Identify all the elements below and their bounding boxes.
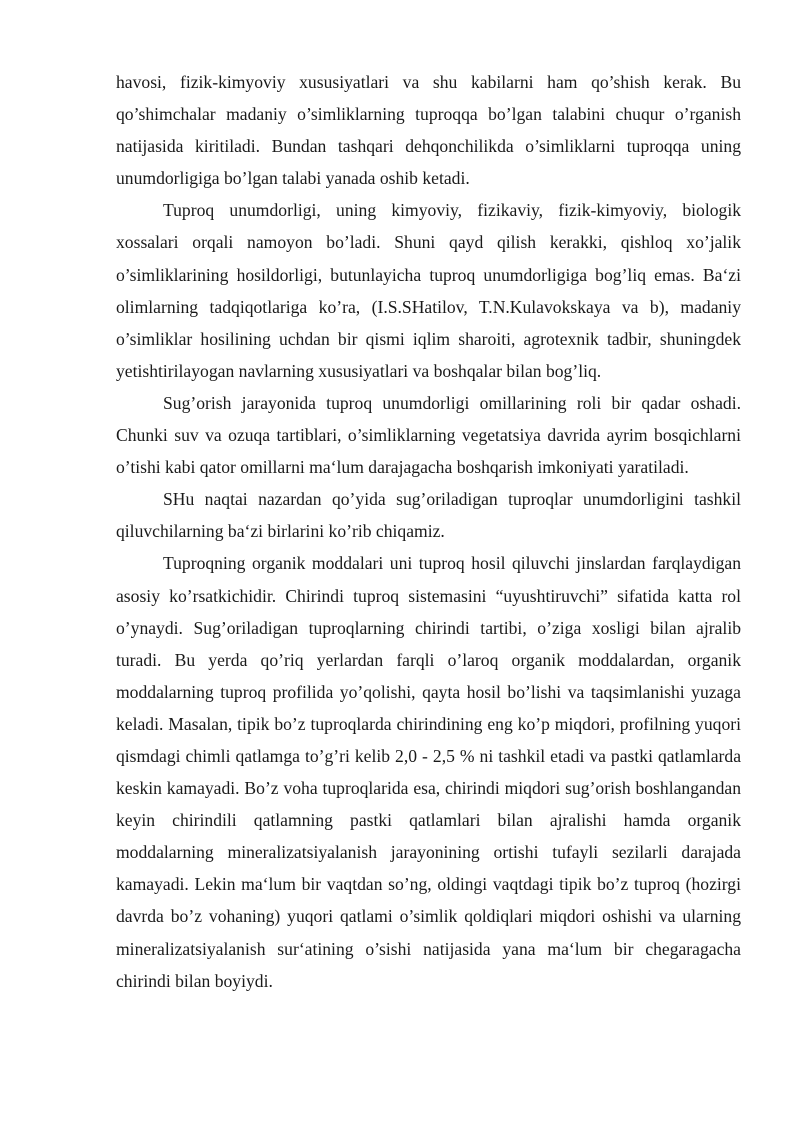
paragraph-continuation: havosi, fizik-kimyoviy xususiyatlari va shu kabilarni ham qo’shish kerak. Bu qo’shimchalar madaniy o’simliklarning tuproqqa bo’lgan talabini chuqur o’rganish natijasida kiritiladi. Bundan tashqari dehqonchilikda o’simliklarni tuproqqa uning unumdorligiga bo’lgan talabi yanada oshib ketadi. (116, 72, 741, 189)
document-page (116, 66, 741, 997)
paragraph-soil-fertility: Tuproq unumdorligi, uning kimyoviy, fizikaviy, fizik-kimyoviy, biologik xossalari orqali namoyon bo’ladi. Shuni qayd qilish kerakki, qishloq xo’jalik o’simliklarining hosildorligi, butunlayicha tuproq unumdorligiga bog’liq emas. Ba‘zi olimlarning tadqiqotlariga ko’ra, (I.S.SHatilov, T.N.Kulavokskaya va b), madaniy o’simliklar hosilining uchdan bir qismi iqlim sharoiti, agrotexnik tadbir, shuningdek yetishtirilayogan navlarning xususiyatlari va boshqalar bilan bog’liq. (116, 200, 741, 381)
paragraph-organic-matter: Tuproqning organik moddalari uni tuproq hosil qiluvchi jinslardan farqlaydigan asosiy ko’rsatkichidir. Chirindi tuproq sistemasini “uyushtiruvchi” sifatida katta rol o’ynaydi. Sug’oriladigan tuproqlarning chirindi tartibi, o’ziga xosligi bilan ajralib turadi. Bu yerda qo’riq yerlardan farqli o’laroq organik moddalardan, organik moddalarning tuproq profilida yo’qolishi, qayta hosil bo’lishi va taqsimlanishi yuzaga keladi. Masalan, tipik bo’z tuproqlarda chirindining eng ko’p miqdori, profilning yuqori qismdagi chimli qatlamga to’g’ri kelib 2,0 - 2,5 % ni tashkil etadi va pastki qatlamlarda keskin kamayadi. Bo’z voha tuproqlarida esa, chirindi miqdori sug’orish boshlangandan keyin chirindili qatlamning pastki qatlamlari bilan ajralishi hamda organik moddalarning mineralizatsiyalanish jarayonining ortishi tufayli sezilarli darajada kamayadi. Lekin ma‘lum bir vaqtdan so’ng, oldingi vaqtdagi tipik bo’z tuproq (hozirgi davrda bo’z vohaning) yuqori qatlami o’simlik qoldiqlari miqdori oshishi va ularning mineralizatsiyalanish sur‘atining o’sishi natijasida yana ma‘lum bir chegaragacha chirindi bilan boyiydi. (116, 553, 741, 991)
paragraph-irrigated-soils: SHu naqtai nazardan qo’yida sug’oriladigan tuproqlar unumdorligini tashkil qiluvchilarning ba‘zi birlarini ko’rib chiqamiz. (116, 489, 741, 542)
paragraph-irrigation: Sug’orish jarayonida tuproq unumdorligi omillarining roli bir qadar oshadi. Chunki suv va ozuqa tartiblari, o’simliklarning vegetatsiya davrida ayrim bosqichlarni o’tishi kabi qator omillarni ma‘lum darajagacha boshqarish imkoniyati yaratiladi. (116, 392, 741, 478)
